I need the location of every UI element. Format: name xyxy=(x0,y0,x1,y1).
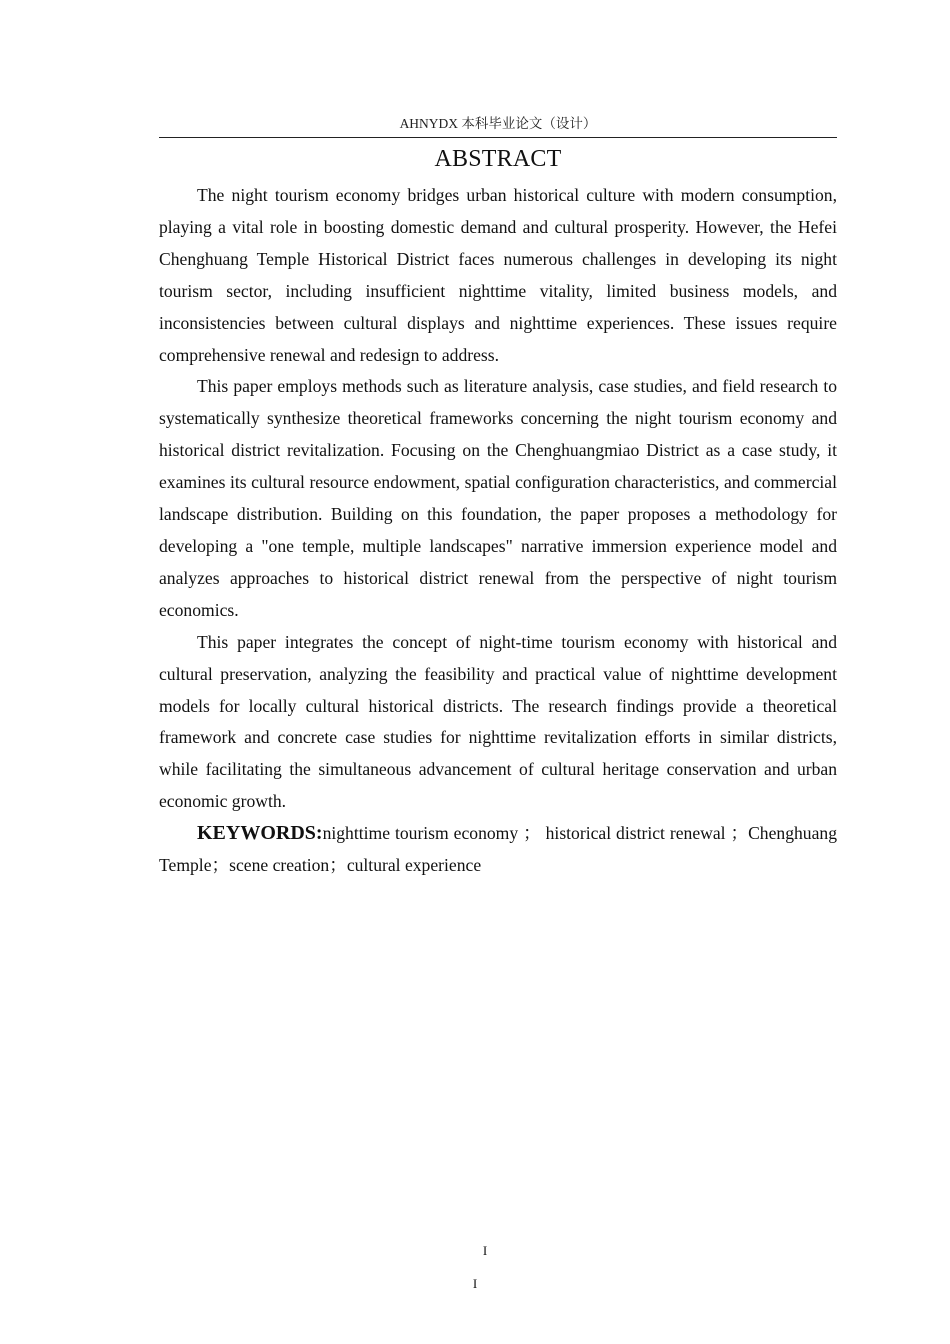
abstract-paragraph-3: This paper integrates the concept of night-time tourism economy with historical and cultural preservation, analyzing the feasibility and practical value of nighttime development models for locally cultural historical districts. The research findings provide a theoretical framework and concrete case studies for nighttime revitalization efforts in similar districts, while facilitating the simultaneous advancement of cultural heritage conservation and urban economic growth. xyxy=(159,631,837,812)
keywords-text: nighttime tourism economy ； historical district renewal ；Chenghuang Temple；scene creation；cultural experience xyxy=(159,823,837,876)
keywords-line xyxy=(159,818,837,882)
page-number: I xyxy=(482,1243,488,1258)
abstract-body xyxy=(159,180,837,882)
running-header: AHNYDX 本科毕业论文（设计） xyxy=(399,116,597,131)
abstract-title: ABSTRACT xyxy=(434,146,562,172)
page-number-secondary: I xyxy=(472,1276,478,1291)
header-rule xyxy=(159,137,837,138)
abstract-paragraph-1: The night tourism economy bridges urban historical culture with modern consumption, playing a vital role in boosting domestic demand and cultural prosperity. However, the Hefei Chenghuang Temple Historical District faces numerous challenges in developing its night tourism sector, including insufficient nighttime vitality, limited business models, and inconsistencies between cultural displays and nighttime experiences. These issues require comprehensive renewal and redesign to address. xyxy=(159,185,837,365)
keywords-label: KEYWORDS: xyxy=(197,822,323,845)
abstract-paragraph-2: This paper employs methods such as literature analysis, case studies, and field research to systematically synthesize theoretical frameworks concerning the night tourism economy and historical district revitalization. Focusing on the Chenghuangmiao District as a case study, it examines its cultural resource endowment, spatial configuration characteristics, and commercial landscape distribution. Building on this foundation, the paper proposes a methodology for developing a "one temple, multiple landscapes" narrative immersion experience model and analyzes approaches to historical district renewal from the perspective of night tourism economics. xyxy=(159,376,837,620)
